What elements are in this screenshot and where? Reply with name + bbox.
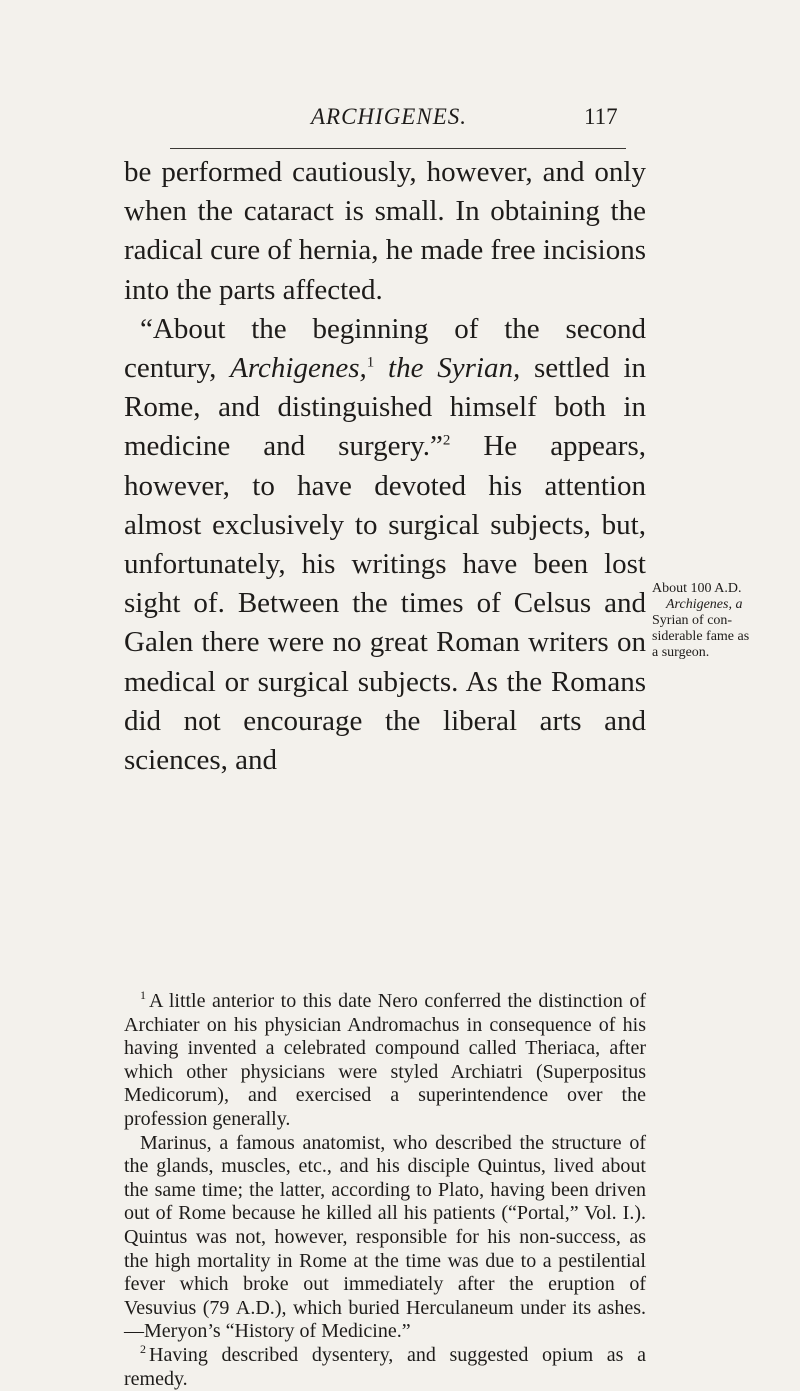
paragraph-2 — [124, 310, 646, 780]
margin-note — [652, 581, 792, 661]
margin-note-line-2: Archigenes, a — [666, 597, 743, 612]
footnote-ref-1[interactable]: 1 — [366, 354, 375, 371]
margin-note-line-4: siderable fame as — [652, 629, 750, 644]
footnote-1-ad: A.D. — [235, 1296, 275, 1319]
footnote-2-text: Having described dysentery, and suggested opium as a remedy. — [124, 1343, 646, 1390]
running-title: ARCHIGENES. — [310, 104, 467, 129]
paragraph-2-text-a: “About the beginning of the second century, — [124, 312, 646, 385]
footnote-2-marker: 2 — [140, 1342, 146, 1357]
the-syrian: the Syrian, — [388, 352, 521, 385]
footnote-ref-2[interactable]: 2 — [442, 432, 451, 449]
paragraph-2-space — [374, 352, 388, 384]
margin-note-line-5: a surgeon. — [652, 645, 710, 660]
header-rule — [170, 148, 626, 149]
archigenes-name: Archigenes, — [230, 352, 367, 385]
margin-note-line-3: Syrian of con- — [652, 613, 733, 628]
footnote-1-continued — [124, 1132, 646, 1344]
page-number: 117 — [584, 104, 618, 129]
paragraph-2-text-c: settled in Rome, and distinguished himself both in medicine and surgery.” — [124, 352, 647, 463]
footnote-1-continued-text-a: Marinus, a famous anatomist, who described the structure of the glands, muscles, etc., and his disciple Quintus, lived about the same time; the latter, according to Plato, having been driven out of Rome because he killed all his patients (“Portal,” Vol. I.). Quintus was not, however, responsible for his non-success, as the high mortality in Rome at the time was due to a pestilential fever which broke out immediately after the eruption of Vesuvius (79 — [124, 1131, 646, 1319]
paragraph-2-text-d: He appears, however, to have devoted his attention almost exclusively to surgical subjects, but, unfortunately, his writings have been lost sight of. Between the times of Celsus and Galen there were no great Roman writers on medical or surgical subjects. As the Romans did not encourage the liberal arts and sciences, and — [124, 430, 646, 777]
margin-note-line-1: About 100 A.D. — [652, 581, 742, 596]
footnote-1 — [124, 990, 646, 1132]
paragraph-1: be performed cautiously, however, and only when the cataract is small. In obtaining the radical cure of hernia, he made free incisions into the parts affected. — [124, 156, 646, 306]
footnote-2 — [124, 1344, 646, 1391]
footnote-1-continued-text-b: ), which buried Herculaneum under its ashes.—Meryon’s “History of Medicine.” — [124, 1296, 647, 1343]
footnote-1-marker: 1 — [140, 988, 146, 1003]
footnote-1-text: A little anterior to this date Nero conferred the distinction of Archiater on his physician Andromachus in consequence of his having invented a celebrated compound called Theriaca, after which other physicians were styled Archiatri (Superpositus Medicorum), and exercised a superintendence over the profession generally. — [124, 990, 646, 1130]
main-text — [124, 153, 646, 780]
footnotes — [124, 990, 646, 1391]
